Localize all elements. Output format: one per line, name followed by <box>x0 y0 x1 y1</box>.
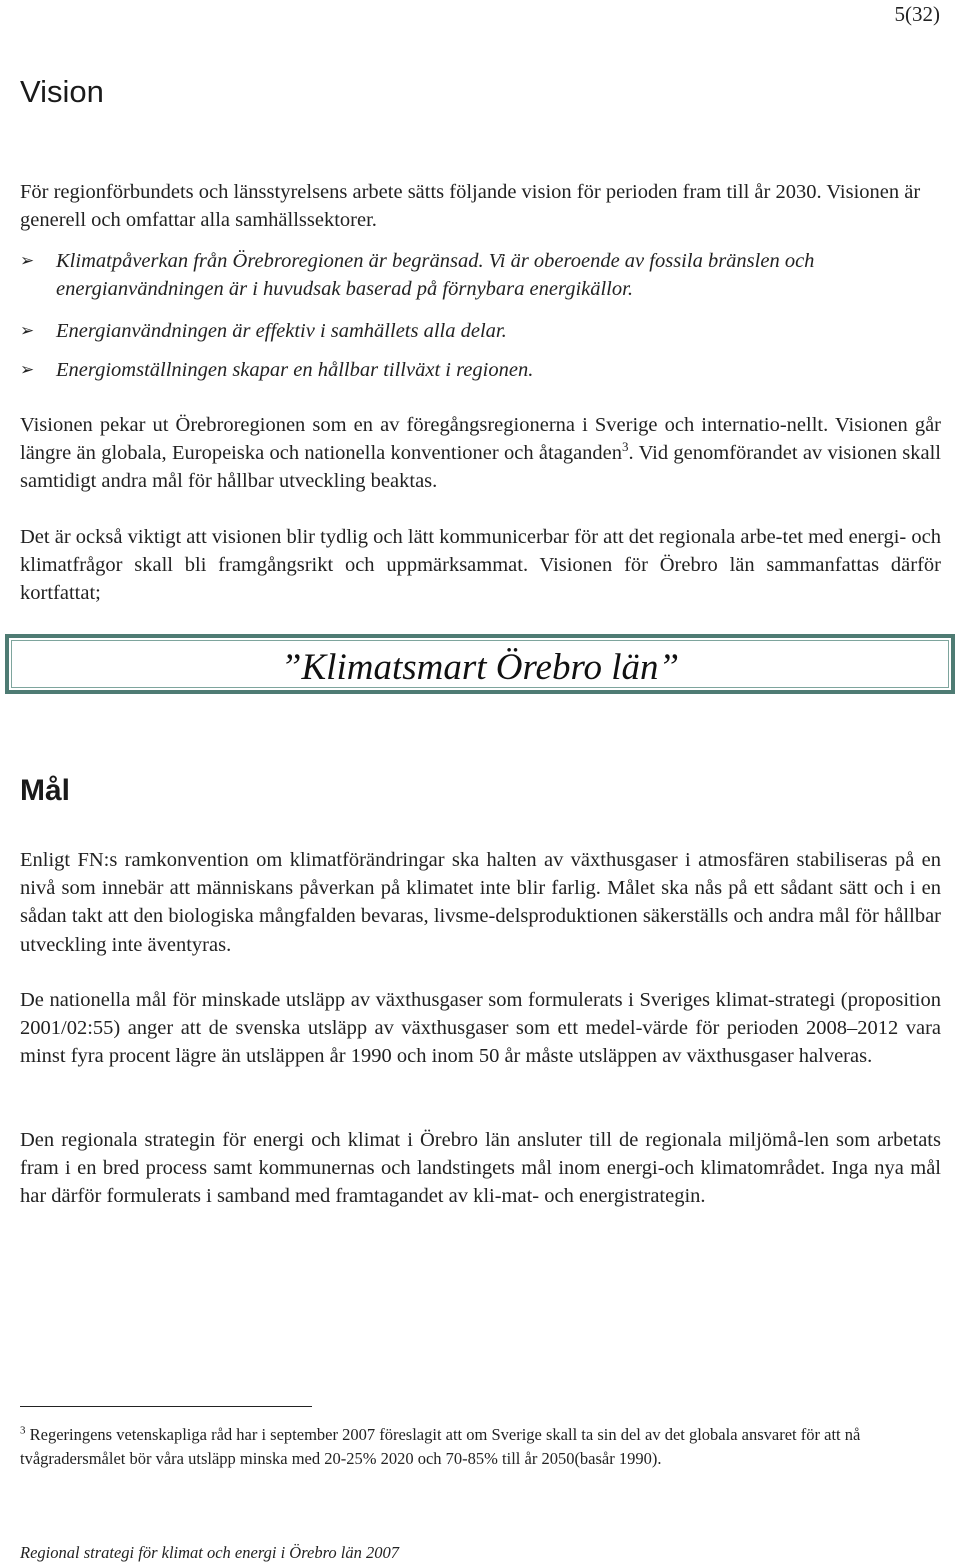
slogan-box <box>5 634 955 694</box>
vision-bullet-3 <box>20 356 945 384</box>
page-number: 5(32) <box>894 2 940 26</box>
footnote-text: Regeringens vetenskapliga råd har i september 2007 föreslagit att om Sverige skall ta sin del av det globala ansvaret för att nå tvågradersmålet bör våra utsläpp minska med 20-25% 2020 och 70-85% till år 2050(basår 1990). <box>20 1425 861 1468</box>
bullet-text: Energiomställningen skapar en hållbar tillväxt i regionen. <box>56 359 534 381</box>
goals-paragraph-1: Enligt FN:s ramkonvention om klimatförändringar ska halten av växthusgaser i atmosfären stabiliseras på en nivå som innebär att människans påverkan på klimatet inte blir farlig. Målet ska nås på ett sådant sätt och i en sådan takt att den biologiska mångfalden bevaras, livsme-delsproduktionen säkerställs och andra mål för hållbar utveckling inte äventyras. <box>20 849 941 956</box>
vision-intro: För regionförbundets och länsstyrelsens arbete sätts följande vision för perioden fram till år 2030. Visionen är generell och omfattar alla samhällssektorer. <box>20 181 921 232</box>
bullet-text: Klimatpåverkan från Örebroregionen är begränsad. Vi är oberoende av fossila bränslen och energianvändningen är i huvudsak baserad på förnybara energikällor. <box>56 250 815 300</box>
slogan-text: ”Klimatsmart Örebro län” <box>280 647 680 688</box>
goals-heading: Mål <box>20 774 71 807</box>
footnote-reference[interactable]: 3 <box>622 439 629 455</box>
paragraph-text: . Vid genomförandet av visionen skall samtidigt andra mål för hållbar utveckling beaktas. <box>20 442 941 493</box>
vision-bullet-1 <box>20 247 945 303</box>
vision-paragraph-2 <box>20 411 941 496</box>
vision-paragraph-3: Det är också viktigt att visionen blir tydlig och lätt kommunicerbar för att det regionala arbe-tet med energi- och klimatfrågor skall bli framgångsrikt och uppmärksammat. Visionen för Örebro län sammanfattas därför kortfattat; <box>20 526 941 605</box>
arrow-bullet-icon: ➢ <box>20 251 35 271</box>
goals-paragraph-2: De nationella mål för minskade utsläpp av växthusgaser som formulerats i Sveriges klimat-strategi (proposition 2001/02:55) anger att de svenska utsläpp av växthusgaser som ett medel-värde för perioden 2008–2012 vara minst fyra procent lägre än utsläppen år 1990 och inom 50 år måste utsläppen av växthusgaser halveras. <box>20 989 941 1068</box>
goals-paragraph-3: Den regionala strategin för energi och klimat i Örebro län ansluter till de regionala miljömå-len som arbetats fram i en bred process samt kommunernas och landstingets mål inom energi-och klimatområdet. Inga nya mål har därför formulerats i samband med framtagandet av kli-mat- och energistrategin. <box>20 1129 941 1208</box>
vision-heading: Vision <box>20 74 104 109</box>
arrow-bullet-icon: ➢ <box>20 321 35 341</box>
paragraph-text: Visionen pekar ut Örebroregionen som en av föregångsregionerna i Sverige och internatio-nellt. Visionen går längre än globala, Europeiska och nationella konventioner och åtaganden <box>20 414 941 465</box>
page-footer: Regional strategi för klimat och energi i Örebro län 2007 <box>20 1543 400 1562</box>
arrow-bullet-icon: ➢ <box>20 360 35 380</box>
bullet-text: Energianvändningen är effektiv i samhällets alla delar. <box>56 320 507 342</box>
footnote-number: 3 <box>20 1424 26 1437</box>
footnote-separator <box>20 1406 312 1407</box>
footnote <box>20 1423 941 1470</box>
vision-bullet-2 <box>20 317 945 345</box>
